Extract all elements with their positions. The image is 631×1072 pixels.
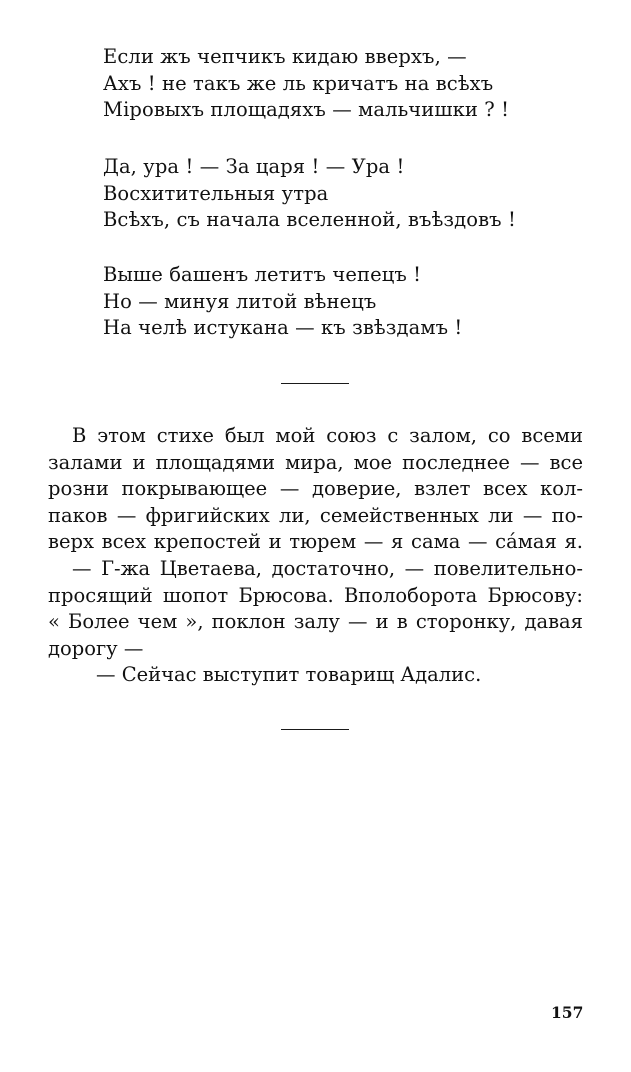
section-divider: [281, 383, 349, 384]
poem-line: Но — минуя литой вѣнецъ: [103, 289, 377, 313]
page-number: 157: [551, 1003, 584, 1022]
prose-line: — Сейчас выступит товарищ Адалис.: [96, 663, 482, 687]
poem-stanza-3: [103, 262, 583, 342]
poem-line: Всѣхъ, съ начала вселенной, въѣздовъ !: [103, 208, 516, 231]
poem-line: На челѣ истукана — къ звѣздамъ !: [103, 316, 463, 339]
poem-stanza-1: [103, 44, 583, 124]
prose-line: залами и площадями мира, мое последнее — все: [48, 450, 583, 474]
poem-line: Восхитительныя утра: [103, 181, 329, 205]
poem-line: Да, ура ! — За царя ! — Ура !: [103, 155, 405, 178]
poem-line: Выше башенъ летитъ чепецъ !: [103, 263, 422, 286]
section-divider: [281, 729, 349, 730]
prose-line: паков — фригийских ли, семейственных ли — по-: [48, 503, 583, 527]
prose-paragraph: [48, 423, 583, 689]
prose-line: просящий шопот Брюсова. Вполоборота Брюсову:: [48, 583, 583, 607]
poem-line: Ахъ ! не такъ же ль кричатъ на всѣхъ: [103, 71, 494, 95]
prose-line: В этом стихе был мой союз с залом, со всеми: [72, 424, 583, 447]
prose-line: — Г-жа Цветаева, достаточно, — повелительно-: [72, 556, 583, 580]
poem-line: Если жъ чепчикъ кидаю вверхъ, —: [103, 45, 467, 68]
poem-line: Міровыхъ площадяхъ — мальчишки ? !: [103, 98, 510, 121]
prose-line: дорогу —: [48, 636, 144, 660]
prose-line: розни покрывающее — доверие, взлет всех кол-: [48, 477, 583, 501]
prose-line: « Более чем », поклон залу — и в сторонку, давая: [48, 610, 583, 634]
prose-line: верх всех крепостей и тюрем — я сама — сáмая я.: [48, 530, 583, 554]
poem-stanza-2: [103, 154, 583, 234]
